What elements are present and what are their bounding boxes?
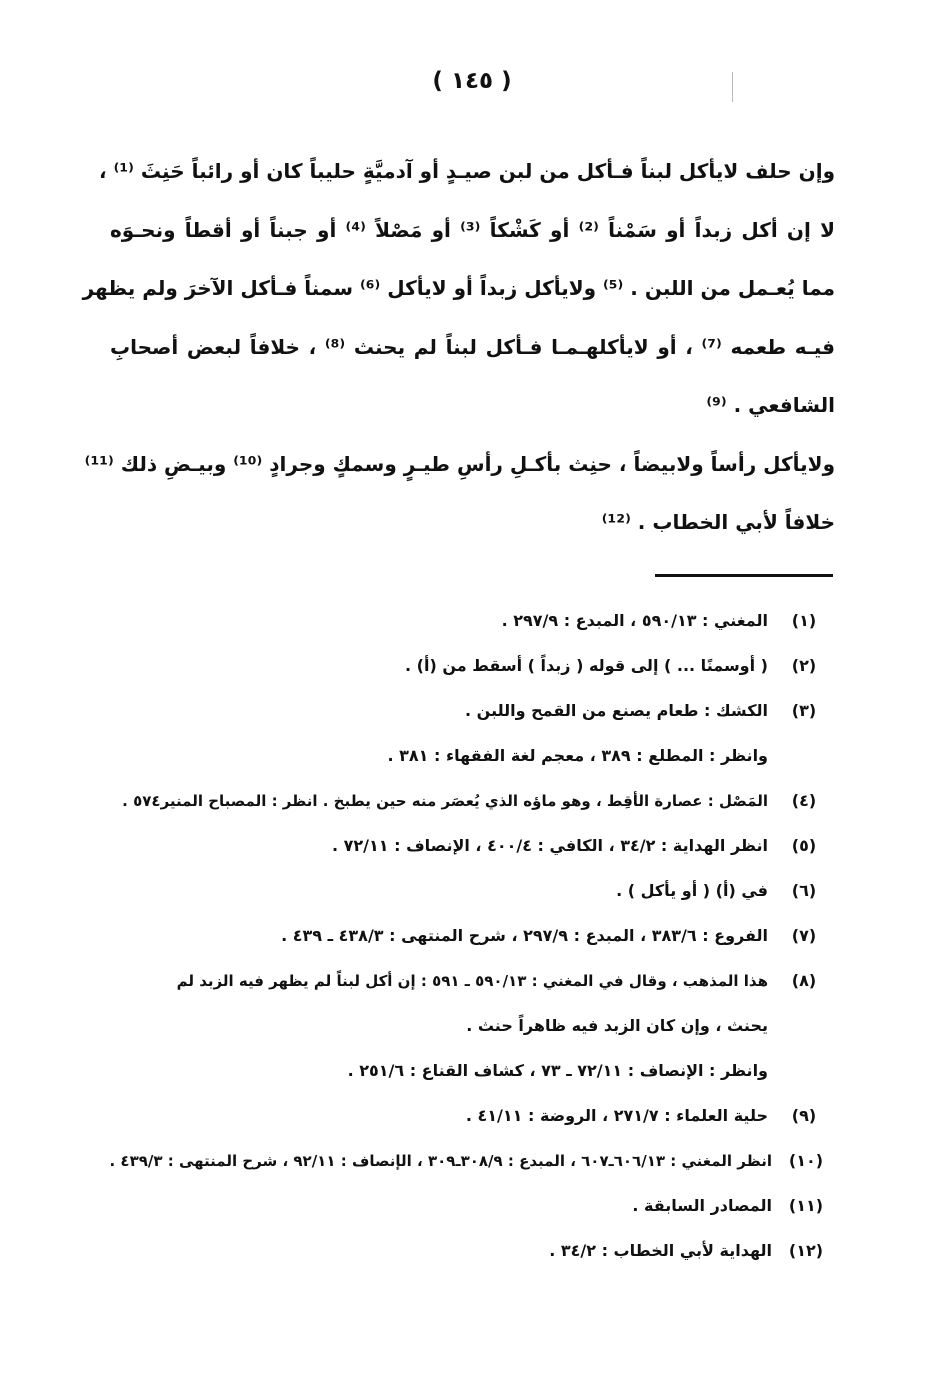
footnote-text: هذا المذهب ، وقال في المغني : ٥٩٠/١٣ ـ ٥٩١ : إن أكل لبناً لم يظهر فيه الزبد لم <box>176 972 768 990</box>
footnote-text: المغني : ٥٩٠/١٣ ، المبدع : ٢٩٧/٩ . <box>501 611 768 630</box>
footnote-item <box>110 651 840 696</box>
footnote-text: المصادر السابقة . <box>632 1196 772 1215</box>
footnote-text: ( أوسمنًا ... ) إلى قوله ( زبداً ) أسقط من (أ) . <box>405 656 768 675</box>
footnote-number: (٧) <box>791 926 817 945</box>
footnote-text: انظر الهداية : ٣٤/٢ ، الكافي : ٤٠٠/٤ ، الإنصاف : ٧٢/١١ . <box>331 836 768 855</box>
footnote-number: (٨) <box>791 971 817 990</box>
footnote-text: انظر المغني : ٦٠٦/١٣ـ٦٠٧ ، المبدع : ٣٠٨/٩ـ٣٠٩ ، الإنصاف : ٩٢/١١ ، شرح المنتهى : ٤٣٩/٣ . <box>109 1152 772 1170</box>
main-text-body <box>82 142 836 552</box>
footnote-text: الفروع : ٣٨٣/٦ ، المبدع : ٢٩٧/٩ ، شرح المنتهى : ٤٣٨/٣ ـ ٤٣٩ . <box>281 926 768 945</box>
footnote-text: المَصْل : عصارة الأقِط ، وهو ماؤه الذي يُعصَر منه حين يطبخ . انظر : المصباح المنير٥٧٤ . <box>122 792 768 810</box>
main-text-line: فيـه طعمه ⁽⁷⁾ ، أو لايأكلهـمـا فـأكل لبناً لم يحنث ⁽⁸⁾ ، خلافاً لبعض أصحابِ <box>110 334 836 359</box>
footnote-separator <box>655 574 833 577</box>
footnote-number: (١) <box>791 611 817 630</box>
footnote-item <box>110 1146 840 1191</box>
footnote-text: وانظر : الإنصاف : ٧٢/١١ ـ ٧٣ ، كشاف القناع : ٢٥١/٦ . <box>347 1061 768 1080</box>
footnotes-list <box>110 606 840 1281</box>
main-text-line: وإن حلف لايأكل لبناً فـأكل من لبن صيـدٍ أو آدميَّةٍ حليباً كان أو رائباً حَنِثَ ⁽¹⁾ ، <box>99 159 835 183</box>
footnote-text: في (أ) ( أو يأكل ) . <box>616 881 768 900</box>
footnote-text: وانظر : المطلع : ٣٨٩ ، معجم لغة الفقهاء : ٣٨١ . <box>387 746 768 765</box>
main-text-line: الشافعي . ⁽⁹⁾ <box>706 393 835 417</box>
footnote-continuation <box>110 1011 840 1056</box>
scan-edge-mark <box>732 72 733 102</box>
main-text-line: لا إن أكل زبداً أو سَمْناً ⁽²⁾ أو كَشْكاً ⁽³⁾ أو مَصْلاً ⁽⁴⁾ أو جبناً أو أقطاً ونحـوَه <box>110 217 835 242</box>
main-text-line: مما يُعـمل من اللبن . ⁽⁵⁾ ولايأكل زبداً أو لايأكل ⁽⁶⁾ سمناً فـأكل الآخرَ ولم يظهر <box>82 276 835 300</box>
main-text-line: خلافاً لأبي الخطاب . ⁽¹²⁾ <box>601 510 835 534</box>
footnote-continuation <box>110 741 840 786</box>
footnote-continuation <box>110 1056 840 1101</box>
footnote-item <box>110 966 840 1011</box>
footnote-item <box>110 831 840 876</box>
footnote-number: (٥) <box>791 836 817 855</box>
footnote-number: (٢) <box>791 656 817 675</box>
footnote-item <box>110 876 840 921</box>
footnote-number: (٩) <box>791 1106 817 1125</box>
main-text-line: ولايأكل رأساً ولابيضاً ، حنِث بأكـلِ رأسِ طيـرٍ وسمكٍ وجرادٍ ⁽¹⁰⁾ وبيـضِ ذلك ⁽¹¹⁾ <box>84 451 835 476</box>
footnote-number: (١١) <box>788 1196 824 1215</box>
footnote-text: الكشك : طعام يصنع من القمح واللبن . <box>465 701 768 720</box>
footnote-number: (٣) <box>791 701 817 720</box>
footnote-text: الهداية لأبي الخطاب : ٣٤/٢ . <box>549 1241 772 1260</box>
footnote-text: حلية العلماء : ٢٧١/٧ ، الروضة : ٤١/١١ . <box>465 1106 768 1125</box>
footnote-number: (١٢) <box>788 1241 824 1260</box>
footnote-item <box>110 1101 840 1146</box>
footnote-number: (٤) <box>791 791 817 810</box>
footnote-item <box>110 1236 840 1281</box>
footnote-text: يحنث ، وإن كان الزبد فيه ظاهراً حنث . <box>466 1016 768 1035</box>
page-number: ( ١٤٥ ) <box>432 68 512 94</box>
footnote-item <box>110 1191 840 1236</box>
footnote-item <box>110 786 840 831</box>
footnote-number: (١٠) <box>788 1151 824 1170</box>
footnote-item <box>110 696 840 741</box>
footnote-item <box>110 921 840 966</box>
footnote-item <box>110 606 840 651</box>
footnote-number: (٦) <box>791 881 817 900</box>
